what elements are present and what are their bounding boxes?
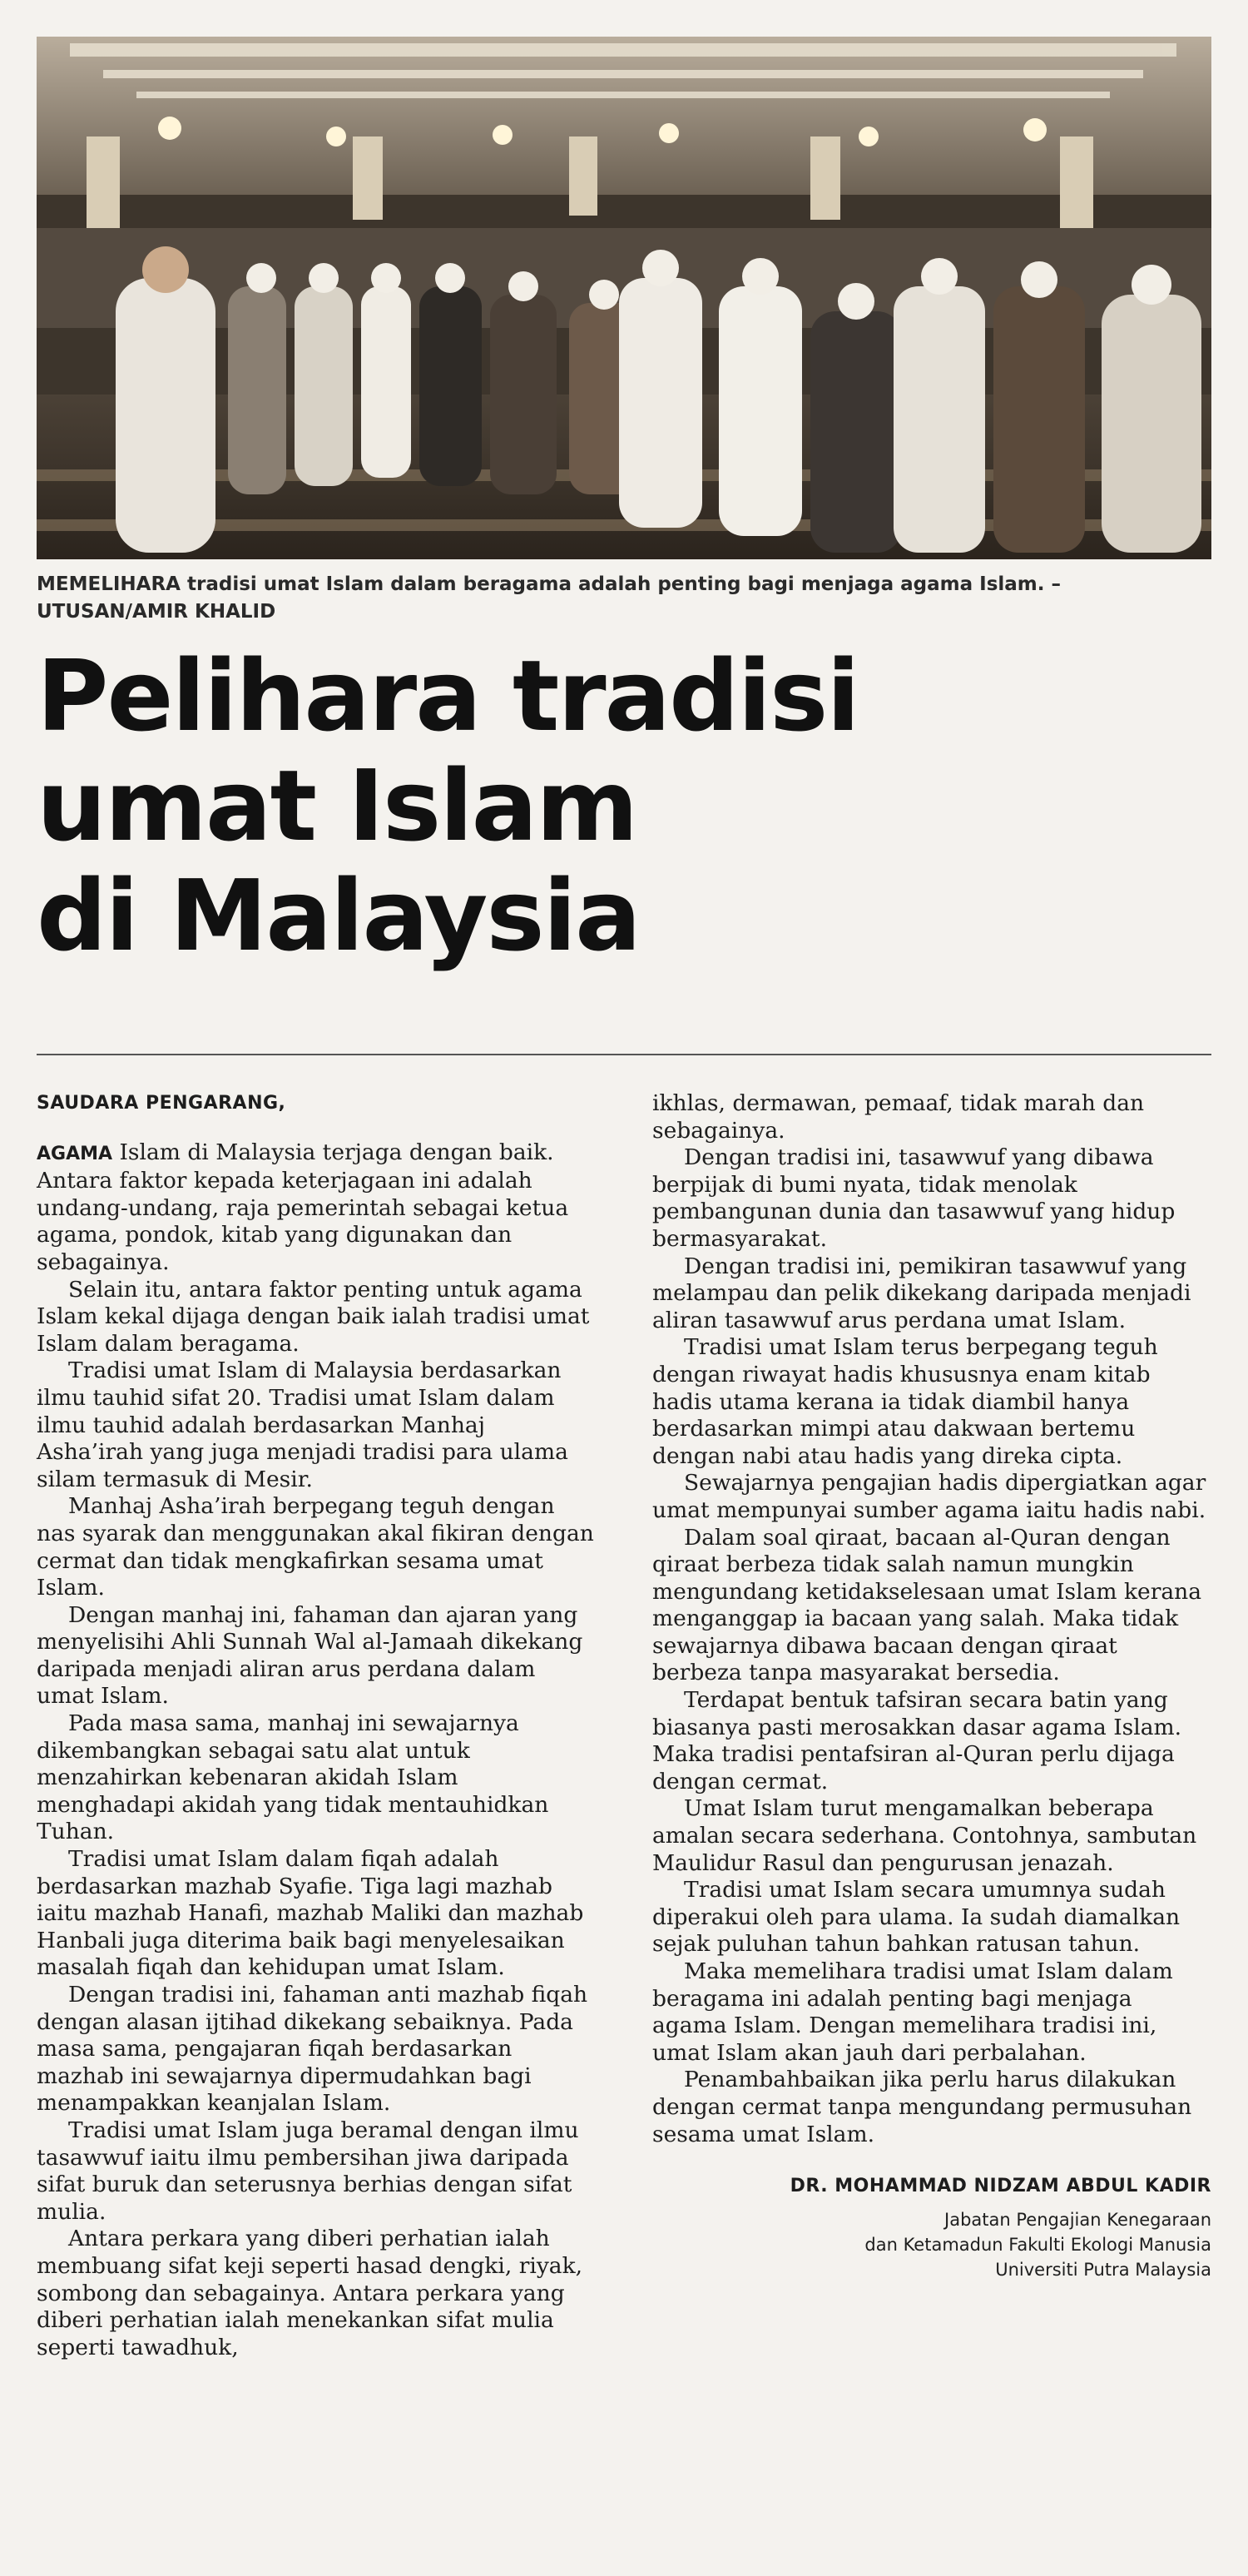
article-paragraph: Dengan tradisi ini, tasawwuf yang dibawa berpijak di bumi nyata, tidak menolak pembangunan dunia dan tasawwuf yang hidup bermasyarakat.	[652, 1144, 1176, 1252]
author-affiliation-line-2: dan Ketamadun Fakulti Ekologi Manusia	[864, 2234, 1211, 2255]
author-signature	[652, 2173, 1211, 2282]
salutation: SAUDARA PENGARANG,	[37, 1093, 286, 1114]
headline-line-1: Pelihara tradisi	[37, 638, 859, 753]
article-paragraph: Tradisi umat Islam dalam fiqah adalah berdasarkan mazhab Syafie. Tiga lagi mazhab iaitu mazhab Hanafi, mazhab Maliki dan mazhab Hanbali juga diterima baik bagi menyelesaikan masalah fiqah dan kehidupan umat Islam.	[37, 1846, 584, 1981]
author-affiliation-line-3: Universiti Putra Malaysia	[995, 2259, 1211, 2280]
lead-word: AGAMA	[37, 1143, 113, 1164]
article-paragraph: Tradisi umat Islam secara umumnya sudah diperakui oleh para ulama. Ia sudah diamalkan sejak puluhan tahun bahkan ratusan tahun.	[652, 1877, 1181, 1958]
article-paragraph: Tradisi umat Islam juga beramal dengan ilmu tasawwuf iaitu ilmu pembersihan jiwa daripada sifat buruk dan seterusnya berhias dengan sifat mulia.	[37, 2117, 579, 2225]
paragraph-text: Islam di Malaysia terjaga dengan baik. Antara faktor kepada keterjagaan ini adalah undang-undang, raja pemerintah sebagai ketua agama, pondok, kitab yang digunakan dan sebagainya.	[37, 1139, 569, 1275]
photo-caption	[37, 571, 1211, 626]
caption-credit: UTUSAN/AMIR KHALID	[37, 601, 276, 623]
article-paragraph: Antara perkara yang diberi perhatian ialah membuang sifat keji seperti hasad dengki, riyak, sombong dan sebagainya. Antara perkara yang diberi perhatian ialah menekankan sifat mulia seperti tawadhuk,	[37, 2226, 583, 2360]
article-paragraph: Sewajarnya pengajian hadis dipergiatkan agar umat mempunyai sumber agama iaitu hadis nabi.	[652, 1470, 1206, 1523]
article-paragraph: Terdapat bentuk tafsiran secara batin yang biasanya pasti merosakkan dasar agama Islam. Maka tradisi pentafsiran al-Quran perlu dijaga dengan cermat.	[652, 1687, 1182, 1794]
article-paragraph: Dalam soal qiraat, bacaan al-Quran dengan qiraat berbeza tidak salah namun mungkin mengundang ketidakselesaan umat Islam kerana menganggap ia bacaan yang salah. Maka tidak sewajarnya dibawa bacaan dengan qiraat berbeza tanpa masyarakat bersedia.	[652, 1524, 1202, 1686]
article-paragraph: Dengan manhaj ini, fahaman dan ajaran yang menyelisihi Ahli Sunnah Wal al-Jamaah dikekang daripada menjadi aliran arus perdana dalam umat Islam.	[37, 1601, 583, 1710]
article-paragraph	[37, 1139, 596, 1277]
headline	[37, 638, 1211, 973]
headline-divider	[37, 1054, 1211, 1055]
article-paragraph: Penambahbaikan jika perlu harus dilakukan dengan cermat tanpa mengundang permusuhan sesama umat Islam.	[652, 2067, 1192, 2147]
article-paragraph: Dengan tradisi ini, pemikiran tasawwuf yang melampau dan pelik dikekang daripada menjadi aliran tasawwuf arus perdana umat Islam.	[652, 1253, 1191, 1333]
caption-text: tradisi umat Islam dalam beragama adalah penting bagi menjaga agama Islam. –	[180, 573, 1062, 595]
article-paragraph: Maka memelihara tradisi umat Islam dalam beragama ini adalah penting bagi menjaga agama Islam. Dengan memelihara tradisi ini, umat Islam akan jauh dari perbalahan.	[652, 1958, 1173, 2066]
article-paragraph: Manhaj Asha’irah berpegang teguh dengan nas syarak dan menggunakan akal fikiran dengan cermat dan tidak mengkafirkan sesama umat Islam.	[37, 1493, 594, 1601]
article-photo	[37, 37, 1211, 559]
article-paragraph: Tradisi umat Islam di Malaysia berdasarkan ilmu tauhid sifat 20. Tradisi umat Islam dalam ilmu tauhid adalah berdasarkan Manhaj Asha’irah yang juga menjadi tradisi para ulama silam termasuk di Mesir.	[37, 1357, 568, 1492]
headline-line-2: umat Islam	[37, 748, 637, 863]
article-paragraph: Selain itu, antara faktor penting untuk agama Islam kekal dijaga dengan baik ialah tradisi umat Islam dalam beragama.	[37, 1276, 590, 1357]
author-affiliation-line-1: Jabatan Pengajian Kenegaraan	[944, 2209, 1211, 2230]
article-column-left	[37, 1090, 596, 2361]
article-paragraph: Umat Islam turut mengamalkan beberapa amalan secara sederhana. Contohnya, sambutan Maulidur Rasul dan pengurusan jenazah.	[652, 1795, 1197, 1876]
article-column-right	[652, 1090, 1211, 2282]
article-paragraph: ikhlas, dermawan, pemaaf, tidak marah dan sebagainya.	[652, 1090, 1145, 1144]
author-name: DR. MOHAMMAD NIDZAM ABDUL KADIR	[790, 2176, 1211, 2197]
mosque-prayer-photo	[37, 37, 1211, 559]
article-paragraph: Dengan tradisi ini, fahaman anti mazhab fiqah dengan alasan ijtihad dikekang sebaiknya. Pada masa sama, pengajaran fiqah berdasarkan mazhab ini sewajarnya dipermudahkan bagi menampakkan keanjalan Islam.	[37, 1982, 588, 2117]
article-paragraph: Pada masa sama, manhaj ini sewajarnya dikembangkan sebagai satu alat untuk menzahirkan kebenaran akidah Islam menghadapi akidah yang tidak mentauhidkan Tuhan.	[37, 1710, 549, 1845]
article-paragraph: Tradisi umat Islam terus berpegang teguh dengan riwayat hadis khususnya enam kitab hadis utama kerana ia tidak diambil hanya berdasarkan mimpi atau dakwaan bertemu dengan nabi atau hadis yang direka cipta.	[652, 1334, 1158, 1469]
headline-line-3: di Malaysia	[37, 858, 640, 973]
caption-lead: MEMELIHARA	[37, 573, 181, 595]
